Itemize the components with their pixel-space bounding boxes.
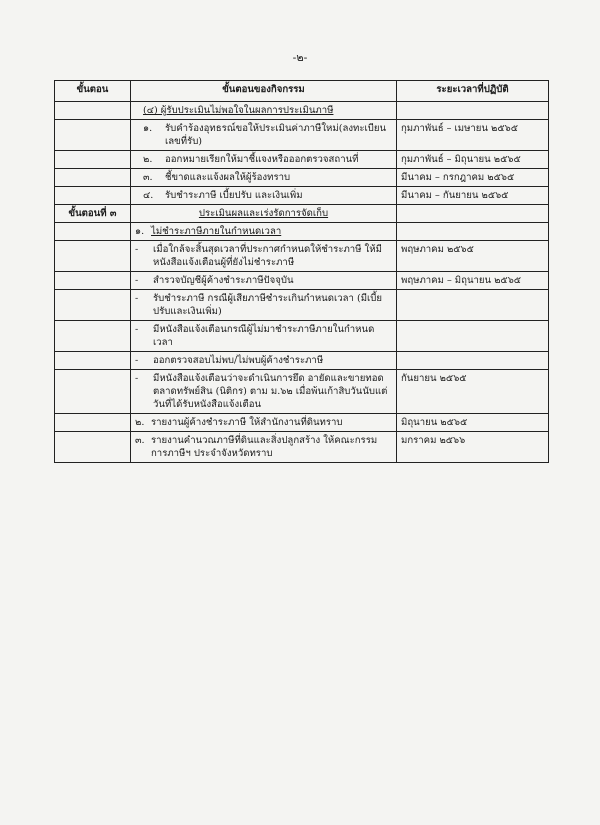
sub-number: ๓. [135, 435, 145, 446]
table-row [55, 432, 549, 463]
table-row [55, 290, 549, 321]
item-text: รายงานผู้ค้างชำระภาษี ให้สำนักงานที่ดินทราบ [151, 417, 343, 428]
item-number: ๒. [143, 154, 153, 165]
item-period: กุมภาพันธ์ – เมษายน ๒๕๖๕ [397, 120, 549, 151]
table-row [55, 169, 549, 187]
item-text: รับชำระภาษี กรณีผู้เสียภาษีชำระเกินกำหนดเวลา (มีเบี้ยปรับและเงินเพิ่ม) [153, 293, 383, 317]
item-period: กันยายน ๒๕๖๕ [397, 370, 549, 414]
table-row [55, 205, 549, 223]
table-header-row [55, 81, 549, 102]
table-row [55, 187, 549, 205]
bullet-dash: - [135, 275, 139, 286]
item-period [397, 290, 549, 321]
table-row [55, 223, 549, 241]
item-period [397, 352, 549, 370]
bullet-dash: - [135, 293, 139, 304]
sub-number: ๑. [135, 226, 145, 237]
item-period: กุมภาพันธ์ – มิถุนายน ๒๕๖๕ [397, 151, 549, 169]
activity-schedule-table [54, 80, 549, 463]
item-text: รายงานคำนวณภาษีที่ดินและสิ่งปลูกสร้าง ให้คณะกรรมการภาษีฯ ประจำจังหวัดทราบ [151, 435, 378, 459]
table-row [55, 241, 549, 272]
item-text: สำรวจบัญชีผู้ค้างชำระภาษีปัจจุบัน [153, 275, 294, 286]
sub1-title: ไม่ชำระภาษีภายในกำหนดเวลา [151, 226, 282, 237]
table-row [55, 321, 549, 352]
item-period: มีนาคม – กันยายน ๒๕๖๕ [397, 187, 549, 205]
group4-title: (๔) ผู้รับประเมินไม่พอใจในผลการประเมินภาษี [131, 102, 397, 120]
item-text: ออกหมายเรียกให้มาชี้แจงหรือออกตรวจสถานที่ [165, 154, 359, 165]
table-row [55, 370, 549, 414]
item-text: รับชำระภาษี เบี้ยปรับ และเงินเพิ่ม [165, 190, 303, 201]
header-activity: ขั้นตอนของกิจกรรม [131, 81, 397, 102]
item-text: เมื่อใกล้จะสิ้นสุดเวลาที่ประกาศกำหนดให้ชำระภาษี ให้มีหนังสือแจ้งเตือนผู้ที่ยังไม่ชำระภาษี [153, 244, 382, 268]
bullet-dash: - [135, 373, 139, 384]
table-row [55, 272, 549, 290]
step3-title: ประเมินผลและเร่งรัดการจัดเก็บ [131, 205, 397, 223]
bullet-dash: - [135, 324, 139, 335]
item-text: มีหนังสือแจ้งเตือนกรณีผู้ไม่มาชำระภาษีภายในกำหนดเวลา [153, 324, 375, 348]
item-period: มิถุนายน ๒๕๖๕ [397, 414, 549, 432]
header-period: ระยะเวลาที่ปฏิบัติ [397, 81, 549, 102]
item-text: ออกตรวจสอบไม่พบ/ไม่พบผู้ค้างชำระภาษี [153, 355, 324, 366]
item-number: ๓. [143, 172, 153, 183]
bullet-dash: - [135, 244, 139, 255]
table-row [55, 151, 549, 169]
step3-label: ขั้นตอนที่ ๓ [55, 205, 131, 223]
bullet-dash: - [135, 355, 139, 366]
item-period: มีนาคม – กรกฎาคม ๒๕๖๕ [397, 169, 549, 187]
table-row [55, 352, 549, 370]
item-text: รับคำร้องอุทธรณ์ขอให้ประเมินค่าภาษีใหม่(ลงทะเบียนเลขที่รับ) [165, 123, 387, 147]
item-text: ชี้ขาดและแจ้งผลให้ผู้ร้องทราบ [165, 172, 291, 183]
item-text: มีหนังสือแจ้งเตือนว่าจะดำเนินการยึด อายัดและขายทอดตลาดทรัพย์สิน (นิติกร) ตาม ม.๖๒ เมื่อพ้นเก้าสิบวันนับแต่วันที่ได้รับหนังสือแจ้งเตือน [153, 373, 388, 410]
sub-number: ๒. [135, 417, 145, 428]
item-period: พฤษภาคม ๒๕๖๕ [397, 241, 549, 272]
table-row [55, 120, 549, 151]
table-row [55, 102, 549, 120]
page-number: -๒- [292, 51, 308, 64]
header-step: ขั้นตอน [55, 81, 131, 102]
table-row [55, 414, 549, 432]
item-number: ๑. [143, 123, 153, 134]
item-period: มกราคม ๒๕๖๖ [397, 432, 549, 463]
item-period: พฤษภาคม – มิถุนายน ๒๕๖๕ [397, 272, 549, 290]
item-period [397, 321, 549, 352]
item-number: ๔. [143, 190, 154, 201]
